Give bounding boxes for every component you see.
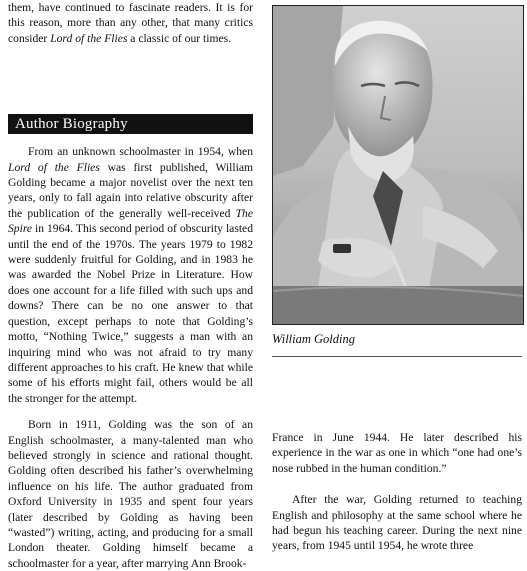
photo-caption: William Golding: [272, 332, 355, 346]
right-paragraph-1: France in June 1944. He later described his experience in the war as one in which “one had one’s nose rubbed in the human condition.”: [272, 431, 522, 475]
right-paragraph-2: After the war, Golding returned to teaching English and philosophy at the same school where he had begun his teaching career. During the next nine years, from 1945 until 1954, he wrote three: [272, 493, 522, 553]
book-title-lord-of-the-flies: Lord of the Flies: [50, 31, 128, 45]
biography-paragraph-1: From an unknown schoolmaster in 1954, when Lord of the Flies was first published, William Golding became a major novelist over the next ten years, only to fall again into relative obscurity after the publication of the generally well-received The Spire in 1964. This second period of obscurity lasted until the end of the 1970s. The years 1979 to 1982 were suddenly fruitful for Golding, and in 1983 he was awarded the Nobel Prize in Literature. How does one account for a life filled with such ups and downs? There can be no one answer to that question, except perhaps to note that Golding’s motto, “Nothing Twice,” suggests a man with an inquiring mind who was not afraid to try many different approaches to his craft. He knew that while some of his efforts might fail, others would be all the stronger for the attempt.: [8, 145, 253, 405]
biography-paragraph-2: Born in 1911, Golding was the son of an English schoolmaster, a many-talented man who believed strongly in science and rational thought. Golding often described his father’s overwhelming influence on his life. The author graduated from Oxford University in 1935 and spent four years (later described by Golding as having been “wasted”) writing, acting, and producing for a small London theater. Golding himself became a schoolmaster for a year, after marrying Ann Brook-: [8, 418, 253, 570]
book-title-lord-of-the-flies: Lord of the Flies: [8, 160, 100, 174]
intro-paragraph: them, have continued to fascinate readers. It is for this reason, more than any other, that many critics consider Lord of the Flies a classic of our times.: [8, 1, 253, 45]
caption-divider: [272, 356, 522, 357]
left-column: [8, 0, 253, 571]
right-column-text: [272, 430, 522, 554]
book-title-the-spire: The Spire: [8, 206, 253, 236]
section-header-author-biography: Author Biography: [8, 114, 253, 134]
author-portrait-photo: [272, 5, 524, 325]
